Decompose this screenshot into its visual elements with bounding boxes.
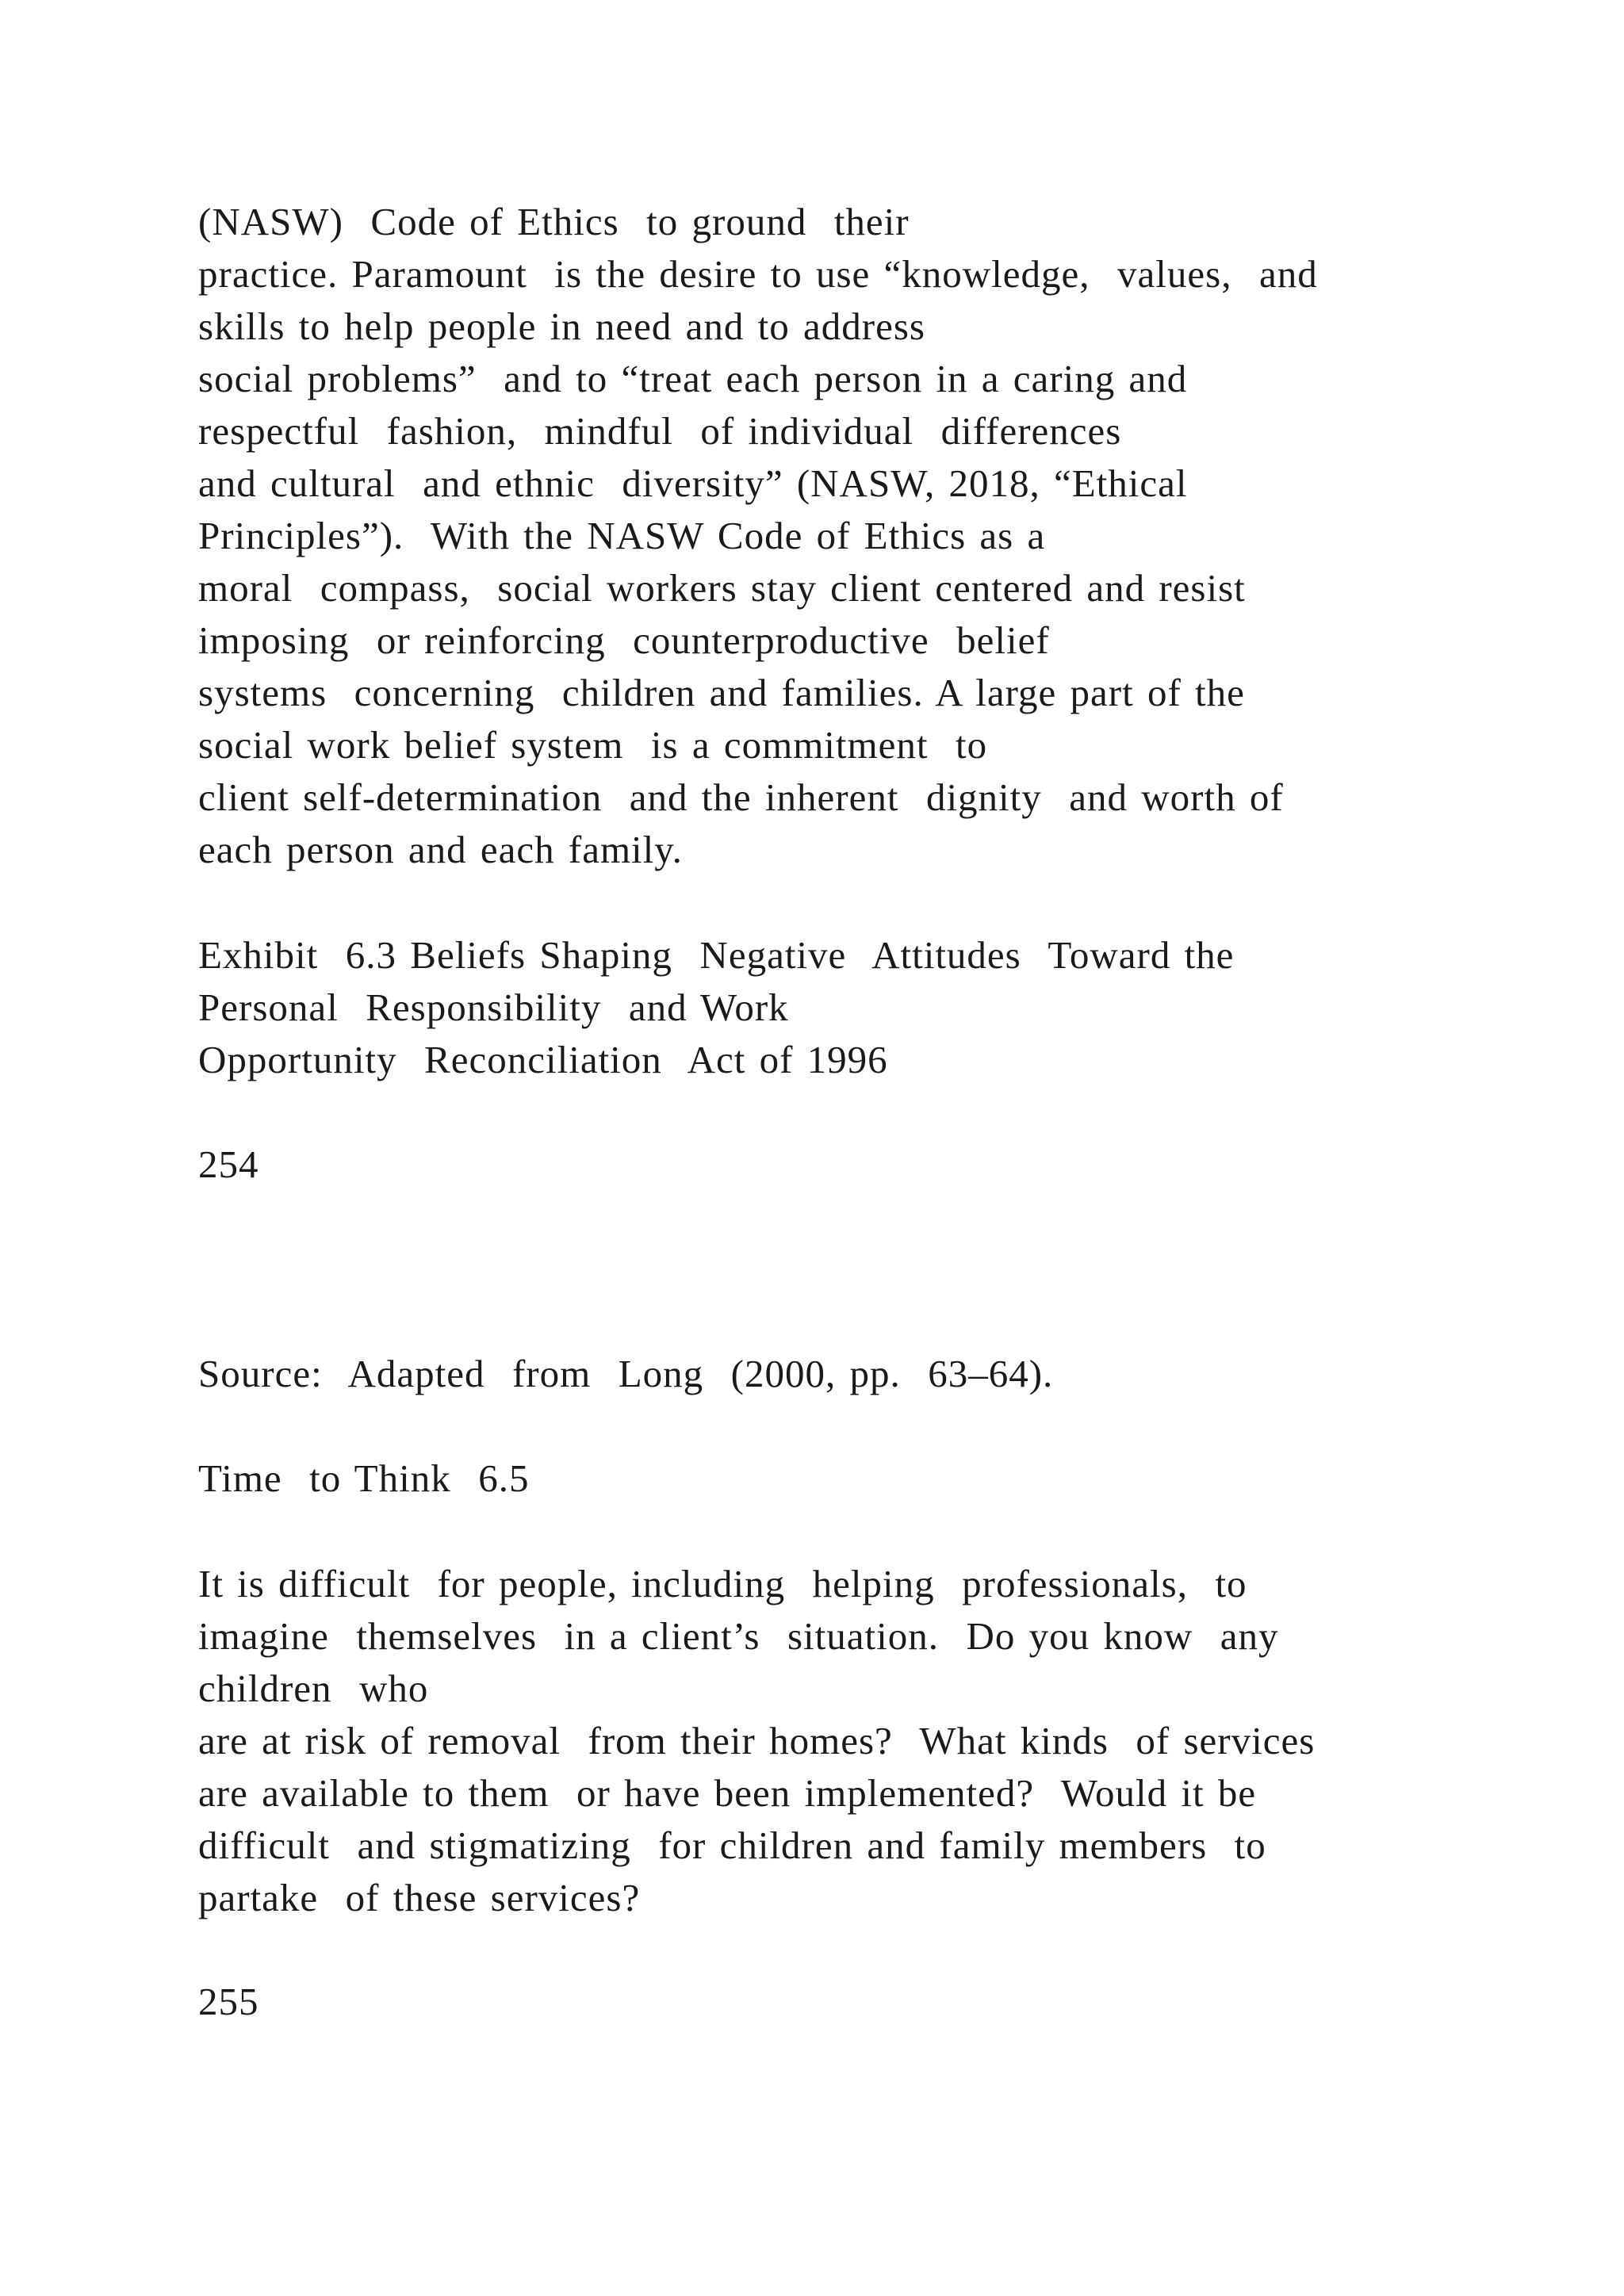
text-line: social problems” and to “treat each person in a caring and bbox=[198, 357, 1188, 400]
text-line: social work belief system is a commitment to bbox=[198, 723, 988, 767]
source-citation: Source: Adapted from Long (2000, pp. 63–64). bbox=[198, 1352, 1054, 1395]
text-line: Principles”). With the NASW Code of Ethics as a bbox=[198, 514, 1046, 557]
text-line: are at risk of removal from their homes? What kinds of services bbox=[198, 1719, 1316, 1762]
section-heading: Time to Think 6.5 bbox=[198, 1456, 530, 1500]
text-line: difficult and stigmatizing for children and family members to bbox=[198, 1823, 1266, 1867]
text-line: skills to help people in need and to address bbox=[198, 304, 925, 348]
page-number: 254 bbox=[198, 1142, 259, 1186]
text-line: systems concerning children and families. A large part of the bbox=[198, 671, 1245, 714]
text-line: partake of these services? bbox=[198, 1876, 641, 1919]
caption-line: Opportunity Reconciliation Act of 1996 bbox=[198, 1038, 888, 1081]
page-number: 255 bbox=[198, 1980, 259, 2023]
caption-line: Exhibit 6.3 Beliefs Shaping Negative Attitudes Toward the bbox=[198, 933, 1235, 977]
text-line: imposing or reinforcing counterproductive belief bbox=[198, 618, 1050, 662]
text-line: practice. Paramount is the desire to use “knowledge, values, and bbox=[198, 252, 1318, 296]
text-line: It is difficult for people, including helping professionals, to bbox=[198, 1562, 1247, 1605]
text-line: are available to them or have been implemented? Would it be bbox=[198, 1771, 1257, 1815]
text-line: imagine themselves in a client’s situation. Do you know any bbox=[198, 1614, 1279, 1658]
text-line: moral compass, social workers stay client centered and resist bbox=[198, 566, 1246, 610]
text-line: each person and each family. bbox=[198, 828, 683, 871]
text-line: children who bbox=[198, 1667, 429, 1710]
text-line: respectful fashion, mindful of individual differences bbox=[198, 409, 1122, 453]
text-line: client self-determination and the inherent dignity and worth of bbox=[198, 775, 1284, 819]
caption-line: Personal Responsibility and Work bbox=[198, 985, 789, 1029]
text-line: (NASW) Code of Ethics to ground their bbox=[198, 200, 910, 243]
text-line: and cultural and ethnic diversity” (NASW, 2018, “Ethical bbox=[198, 461, 1188, 505]
